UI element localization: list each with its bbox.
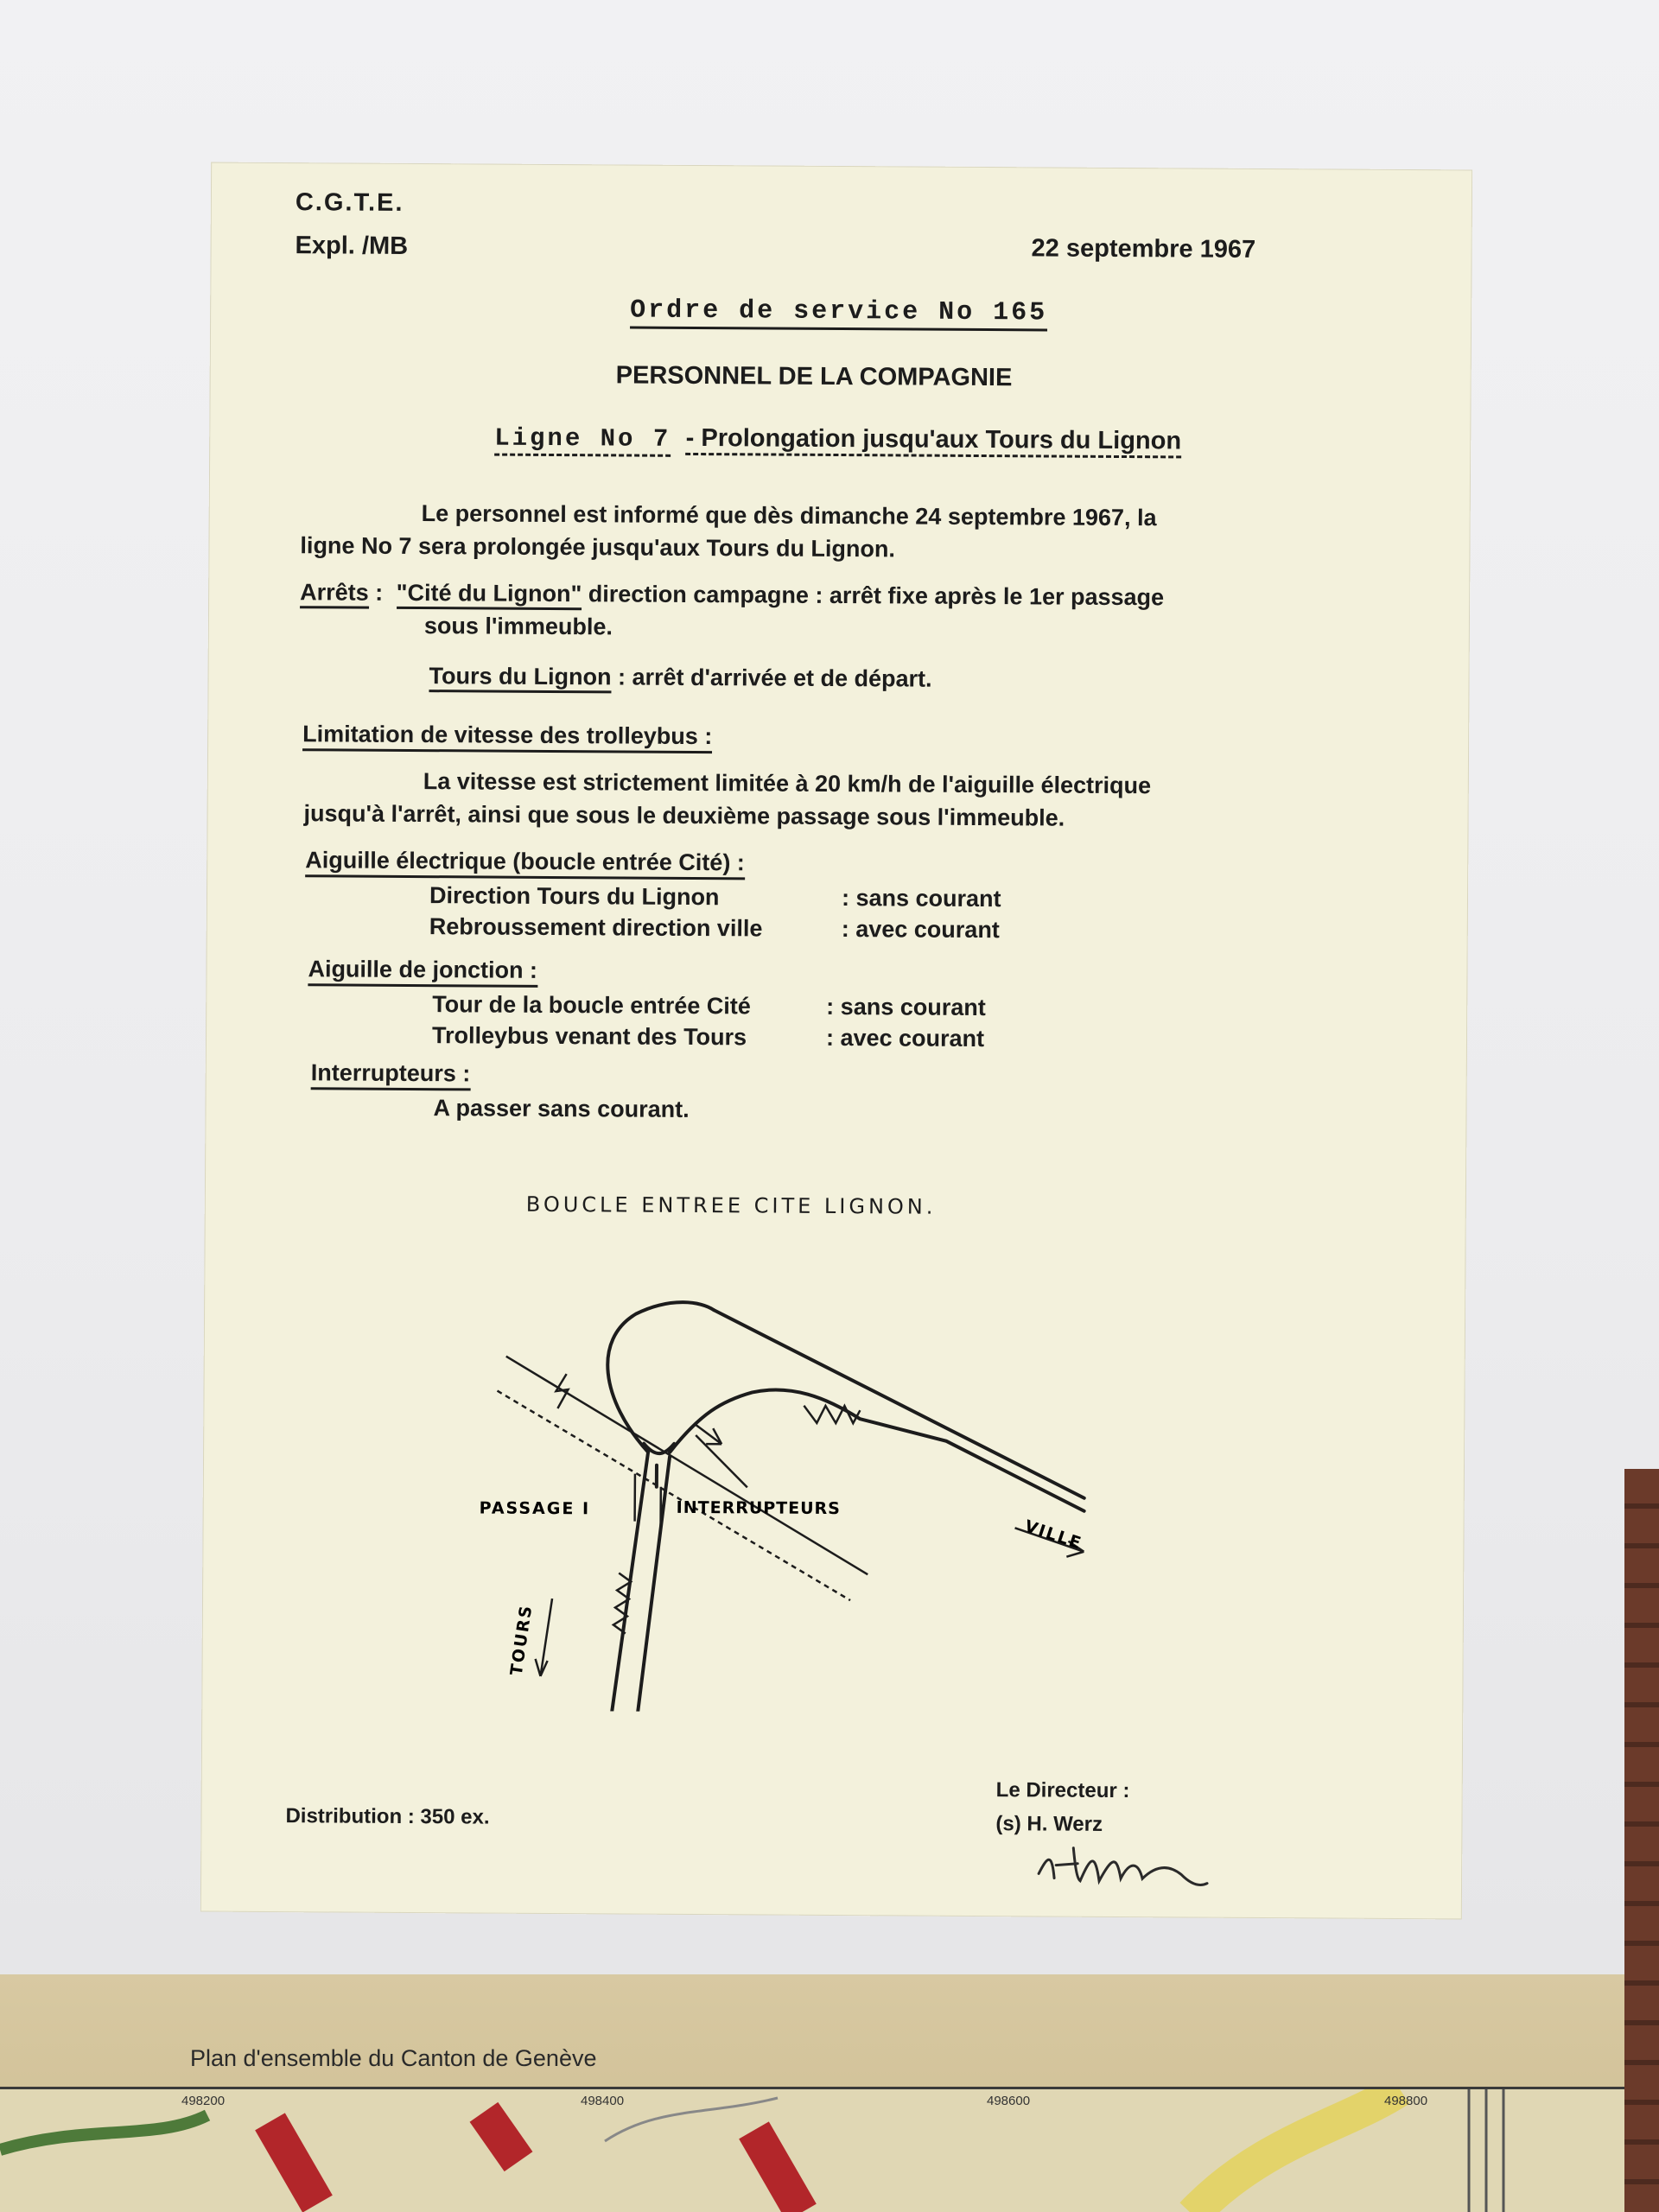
building-line-lower <box>496 1391 851 1601</box>
subject-rest: - Prolongation jusqu'aux Tours du Lignon <box>686 424 1182 459</box>
arrets-row <box>300 579 1164 611</box>
track-ville-outer <box>713 1310 1085 1498</box>
map-poster <box>0 1974 1624 2212</box>
loop-diagram <box>461 1226 1120 1714</box>
subject-heading <box>494 423 1181 457</box>
speed-heading: Limitation de vitesse des trolleybus : <box>302 721 712 753</box>
intro-line-2: ligne No 7 sera prolongée jusqu'aux Tours du Lignon. <box>300 532 896 563</box>
map-detail <box>0 2087 1624 2212</box>
map-coord-1: 498200 <box>181 2094 226 2108</box>
aig-elec-row-1-label: Direction Tours du Lignon <box>429 882 720 911</box>
interrupteurs-text: A passer sans courant. <box>433 1095 690 1122</box>
arrets-label: Arrêts <box>300 579 369 608</box>
document-sheet <box>200 162 1472 1920</box>
stop-tours-lignon: Tours du Lignon <box>429 663 611 693</box>
intro-line-1: Le personnel est informé que dès dimanche 24 septembre 1967, la <box>421 500 1157 531</box>
director-title: Le Directeur : <box>995 1778 1130 1803</box>
stop-cite-continuation: sous l'immeuble. <box>423 613 613 640</box>
interrupteurs-heading: Interrupteurs : <box>311 1059 471 1090</box>
lightning-icon <box>556 1374 568 1408</box>
label-tours: TOURS <box>506 1603 537 1677</box>
aig-jonc-row-2-value: : avec courant <box>825 1024 985 1052</box>
map-title: Plan d'ensemble du Canton de Genève <box>190 2045 597 2071</box>
diagram-title: BOUCLE ENTREE CITE LIGNON. <box>525 1192 937 1219</box>
tours-arrow <box>536 1599 553 1676</box>
stop-tours-text: : arrêt d'arrivée et de départ. <box>617 664 932 692</box>
aig-elec-row-2-label: Rebroussement direction ville <box>429 913 763 942</box>
building-line-upper <box>505 1357 869 1575</box>
aig-jonc-row-1-label: Tour de la boucle entrée Cité <box>432 991 751 1020</box>
director-name: (s) H. Werz <box>995 1812 1103 1836</box>
arrets-colon: : <box>375 579 384 606</box>
stop-tours-row <box>429 663 931 693</box>
map-coord-3: 498600 <box>987 2094 1031 2108</box>
map-coord-2: 498400 <box>581 2094 625 2108</box>
document-date: 22 septembre 1967 <box>1031 234 1256 264</box>
aig-elec-row-2-value: : avec courant <box>841 916 1000 944</box>
subject-line: Ligne No 7 <box>494 424 671 457</box>
stop-cite-lignon: "Cité du Lignon" <box>397 580 582 610</box>
document-title: Ordre de service No 165 <box>630 296 1047 332</box>
document-subtitle: PERSONNEL DE LA COMPAGNIE <box>615 361 1013 392</box>
aig-jonc-row-1-value: : sans courant <box>826 993 986 1021</box>
map-drawing <box>0 2089 1624 2212</box>
reference: Expl. /MB <box>295 232 409 260</box>
loop-outer-curve <box>607 1302 714 1452</box>
interrupteur-arrow-head <box>696 1425 721 1444</box>
speed-line-1: La vitesse est strictement limitée à 20 km/h de l'aiguille électrique <box>423 768 1152 799</box>
label-ville: VILLE <box>1021 1516 1085 1554</box>
stop-cite-text: direction campagne : arrêt fixe après le 1er passage <box>588 581 1165 611</box>
label-passage: PASSAGE I <box>479 1498 591 1519</box>
aig-elec-row-1-value: : sans courant <box>841 885 1001 912</box>
brick-wall <box>1624 1469 1659 2212</box>
map-coord-4: 498800 <box>1384 2094 1428 2108</box>
org-name: C.G.T.E. <box>295 188 404 217</box>
aiguille-electrique-heading: Aiguille électrique (boucle entrée Cité) : <box>305 847 745 880</box>
label-interrupteurs: INTERRUPTEURS <box>676 1497 841 1519</box>
handwritten-signature <box>1030 1839 1246 1892</box>
speed-line-2: jusqu'à l'arrêt, ainsi que sous le deuxième passage sous l'immeuble. <box>303 800 1065 831</box>
distribution-note: Distribution : 350 ex. <box>285 1804 490 1829</box>
aiguille-jonction-heading: Aiguille de jonction : <box>308 956 537 988</box>
aig-jonc-row-2-label: Trolleybus venant des Tours <box>431 1022 747 1051</box>
